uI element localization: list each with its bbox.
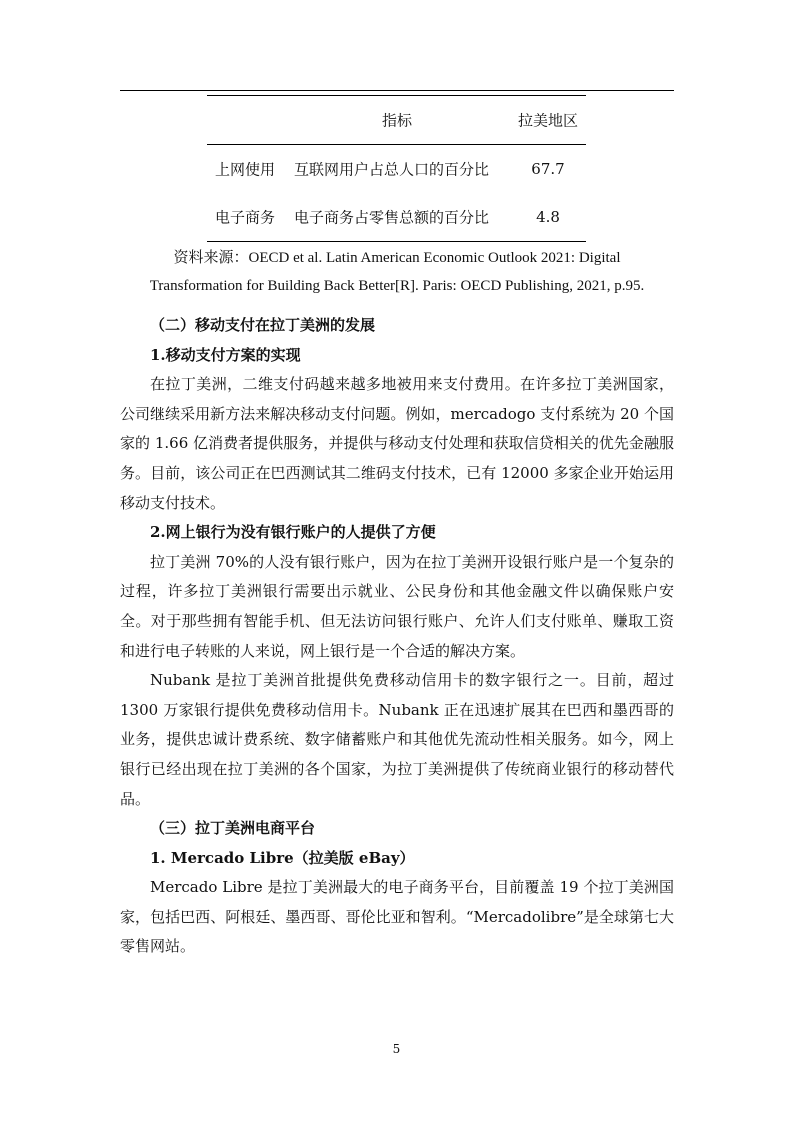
table-row bbox=[207, 145, 586, 193]
subsection-heading: 2.网上银行为没有银行账户的人提供了方便 bbox=[150, 523, 436, 542]
source-line-2: Transformation for Building Back Better[R]. Paris: OECD Publishing, 2021, p.95. bbox=[149, 278, 645, 294]
table-bottom-rule bbox=[207, 241, 586, 242]
paragraph: Mercado Libre 是拉丁美洲最大的电子商务平台，目前覆盖 19 个拉丁美洲国家，包括巴西、阿根廷、墨西哥、哥伦比亚和智利。“Mercadolibre”是全球第七大零售网站。 bbox=[120, 878, 674, 956]
header-indicator: 指标 bbox=[382, 111, 413, 130]
paragraph: 拉丁美洲 70%的人没有银行账户，因为在拉丁美洲开设银行账户是一个复杂的过程，许多拉丁美洲银行需要出示就业、公民身份和其他金融文件以确保账户安全。对于那些拥有智能手机、但无法访问银行账户、允许人们支付账单、赚取工资和进行电子转账的人来说，网上银行是一个合适的解决方案。 bbox=[120, 552, 674, 660]
row-indicator: 互联网用户占总人口的百分比 bbox=[294, 160, 490, 179]
subsection-heading: 1. Mercado Libre（拉美版 eBay） bbox=[150, 848, 415, 867]
row-indicator: 电子商务占零售总额的百分比 bbox=[294, 208, 490, 227]
header-rule bbox=[120, 90, 674, 91]
paragraph: Nubank 是拉丁美洲首批提供免费移动信用卡的数字银行之一。目前，超过 1300 万家银行提供免费移动信用卡。Nubank 正在迅速扩展其在巴西和墨西哥的业务，提供忠诚计费系统、数字储蓄账户和其他优先流动性相关服务。如今，网上银行已经出现在拉丁美洲的各个国家，为拉丁美洲提供了传统商业银行的移动替代品。 bbox=[120, 671, 674, 808]
source-line-1: 资料来源：OECD et al. Latin American Economic Outlook 2021: Digital bbox=[173, 250, 621, 266]
header-region: 拉美地区 bbox=[517, 111, 578, 130]
table-source-note bbox=[120, 244, 674, 300]
row-value: 4.8 bbox=[536, 208, 560, 226]
paragraph: 在拉丁美洲，二维支付码越来越多地被用来支付费用。在许多拉丁美洲国家，公司继续采用新方法来解决移动支付问题。例如，mercadogo 支付系统为 20 个国家的 1.66 亿消费者提供服务，并提供与移动支付处理和获取信贷相关的优先金融服务。目前，该公司正在巴西测试其二维码支付技术，已有 12000 多家企业开始运用移动支付技术。 bbox=[120, 375, 674, 512]
section-heading: （二）移动支付在拉丁美洲的发展 bbox=[150, 316, 376, 334]
data-table bbox=[207, 95, 586, 242]
body-content bbox=[120, 311, 674, 962]
row-value: 67.7 bbox=[531, 160, 565, 178]
section-heading: （三）拉丁美洲电商平台 bbox=[150, 819, 316, 838]
row-category: 电子商务 bbox=[215, 208, 276, 227]
row-category: 上网使用 bbox=[215, 160, 276, 179]
subsection-heading: 1.移动支付方案的实现 bbox=[150, 345, 301, 364]
page-number: 5 bbox=[392, 1042, 401, 1056]
table-header-row bbox=[207, 96, 586, 144]
table-row bbox=[207, 193, 586, 241]
